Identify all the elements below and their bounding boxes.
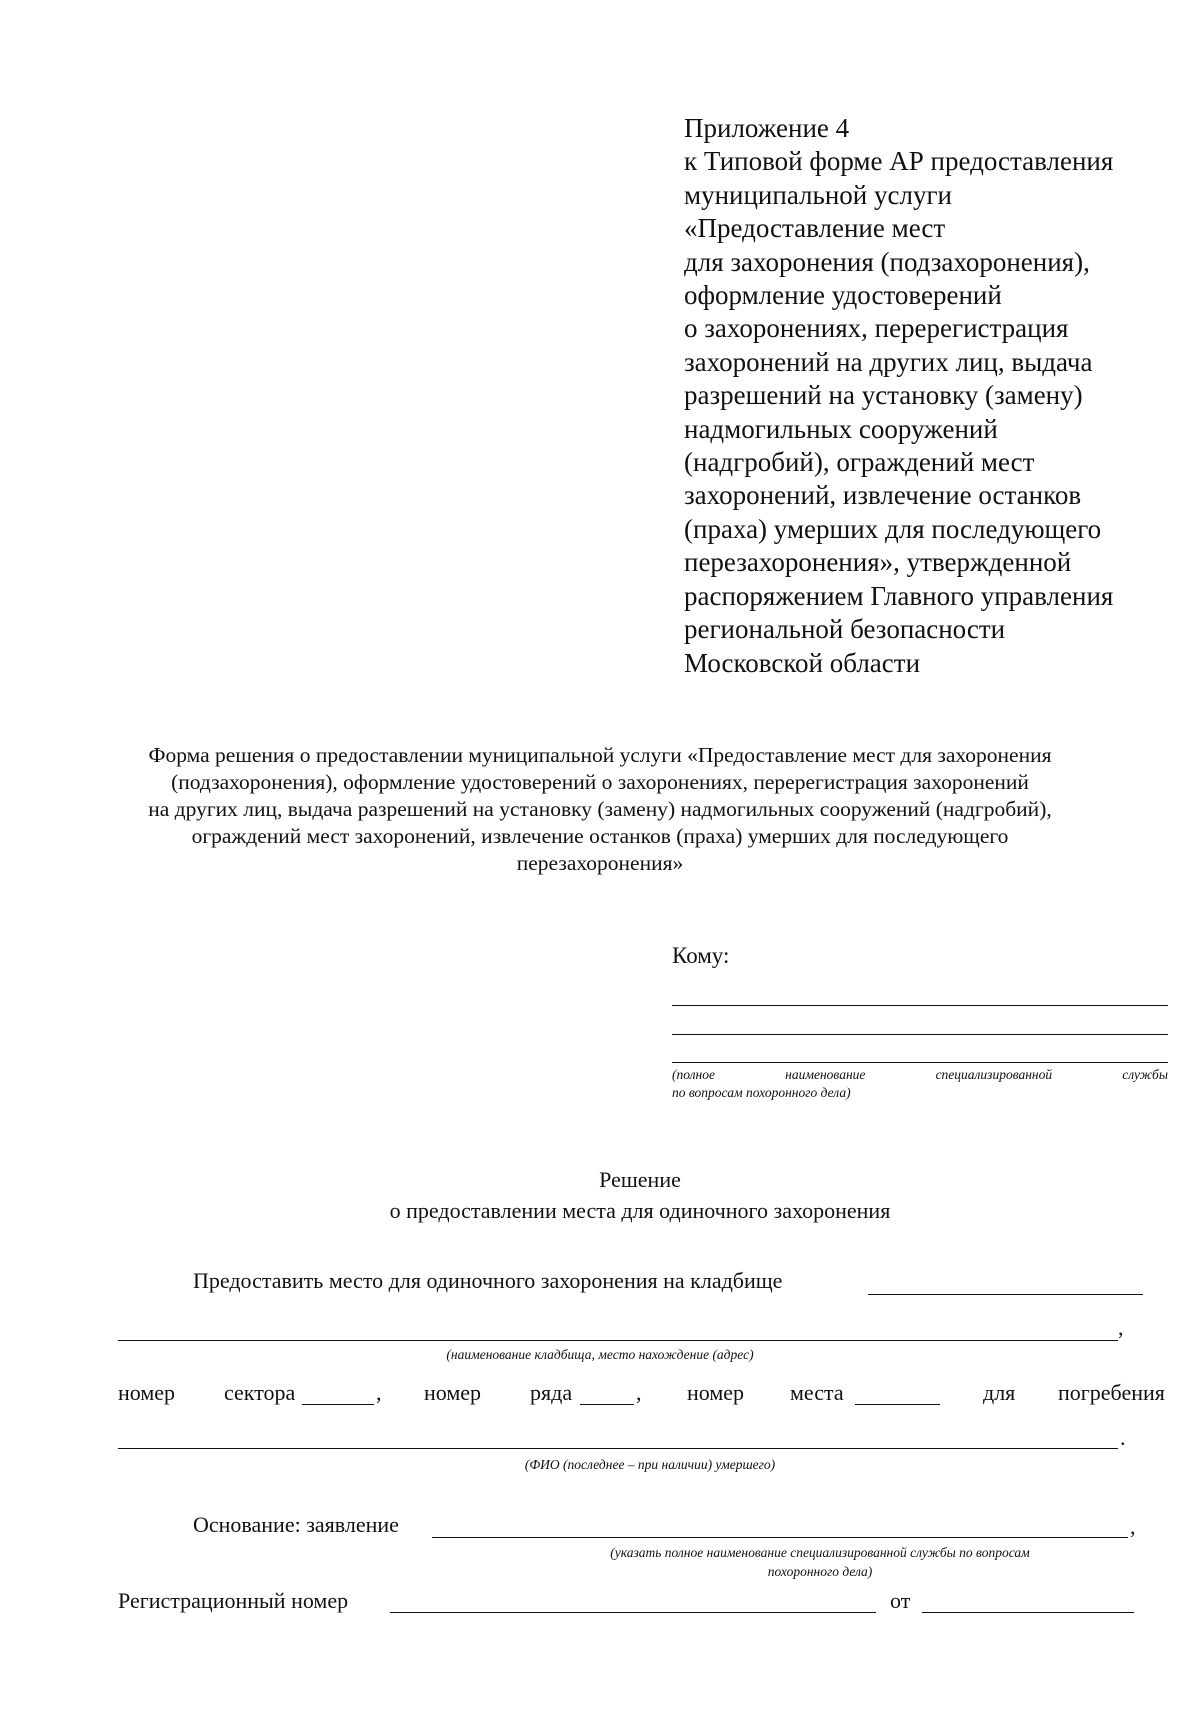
appendix-block <box>684 112 1164 680</box>
row3-comma: , <box>636 1380 642 1405</box>
basis-comma: , <box>1130 1514 1136 1539</box>
row3-word: номер <box>424 1380 482 1405</box>
row3-word: ряда <box>530 1380 573 1405</box>
provide-text: Предоставить место для одиночного захоронения на кладбище <box>193 1268 783 1293</box>
registration-label: Регистрационный номер <box>118 1588 349 1613</box>
form-description <box>100 742 1100 877</box>
appendix-line: Приложение 4 <box>684 113 850 143</box>
place-field[interactable] <box>855 1404 940 1405</box>
fio-note: (ФИО (последнее – при наличии) умершего) <box>524 1457 776 1472</box>
decision-subtitle: о предоставлении места для одиночного захоронения <box>389 1198 891 1223</box>
registration-date-field[interactable] <box>922 1612 1134 1613</box>
decision-title: Решение <box>599 1167 681 1192</box>
appendix-line: захоронений, извлечение останков <box>684 480 1082 511</box>
appendix-line: захоронений на других лиц, выдача <box>684 346 1093 377</box>
appendix-line: надмогильных сооружений <box>684 413 998 444</box>
recipient-block <box>672 942 1168 1102</box>
appendix-line: Московской области <box>684 647 921 678</box>
basis-note-line1: (указать полное наименование специализированной службы по вопросам <box>610 1545 1030 1560</box>
cemetery-address-field[interactable] <box>118 1340 1118 1341</box>
appendix-line: распоряжением Главного управления <box>684 580 1114 611</box>
appendix-line: региональной безопасности <box>684 614 1006 645</box>
deceased-period: . <box>1120 1425 1126 1450</box>
row3-word: погребения <box>1058 1380 1165 1405</box>
recipient-note-word: службы <box>1122 1067 1168 1082</box>
row3-word: сектора <box>224 1380 296 1405</box>
form-description-line: перезахоронения» <box>516 851 684 875</box>
form-description-line: Форма решения о предоставлении муниципальной услуги «Предоставление мест для захоронения <box>148 743 1052 767</box>
appendix-line: перезахоронения», утвержденной <box>684 547 1072 578</box>
recipient-label: Кому: <box>672 943 730 968</box>
appendix-line: оформление удостоверений <box>684 280 1002 311</box>
recipient-line-1[interactable] <box>672 1005 1168 1006</box>
form-description-line: на других лиц, выдача разрешений на установку (замену) надмогильных сооружений (надгробий), <box>148 797 1052 821</box>
row3-word: для <box>983 1380 1016 1405</box>
appendix-line: к Типовой форме АР предоставления <box>684 146 1114 177</box>
appendix-line: для захоронения (подзахоронения), <box>684 246 1090 277</box>
row-field[interactable] <box>580 1404 634 1405</box>
basis-note-line2: похоронного дела) <box>767 1564 873 1579</box>
basis-field[interactable] <box>432 1537 1128 1538</box>
appendix-line: «Предоставление мест <box>684 213 946 244</box>
cemetery-comma: , <box>1118 1315 1124 1340</box>
recipient-line-2[interactable] <box>672 1034 1168 1035</box>
recipient-line-3[interactable] <box>672 1062 1168 1063</box>
row3-comma: , <box>376 1380 382 1405</box>
basis-label: Основание: заявление <box>193 1512 399 1537</box>
recipient-note-word: специализированной <box>935 1067 1053 1082</box>
row3-word: номер <box>687 1380 745 1405</box>
recipient-note-word: (полное <box>672 1067 715 1082</box>
appendix-line: разрешений на установку (замену) <box>684 380 1083 411</box>
cemetery-field-start[interactable] <box>868 1294 1143 1295</box>
row3-word: места <box>790 1380 844 1405</box>
recipient-note <box>672 1066 1168 1084</box>
registration-number-field[interactable] <box>390 1612 876 1613</box>
deceased-name-field[interactable] <box>118 1448 1118 1449</box>
appendix-line: (праха) умерших для последующего <box>684 513 1102 544</box>
recipient-note-line2: по вопросам похоронного дела) <box>672 1085 851 1100</box>
registration-from-label: от <box>890 1588 911 1613</box>
recipient-note-word: наименование <box>785 1067 866 1082</box>
form-description-line: (подзахоронения), оформление удостоверений о захоронениях, перерегистрация захоронений <box>171 770 1029 794</box>
appendix-line: (надгробий), ограждений мест <box>684 447 1035 478</box>
appendix-line: муниципальной услуги <box>684 179 952 210</box>
sector-field[interactable] <box>302 1404 374 1405</box>
cemetery-note: (наименование кладбища, место нахождение (адрес) <box>446 1347 754 1362</box>
appendix-line: о захоронениях, перерегистрация <box>684 313 1069 344</box>
form-description-line: ограждений мест захоронений, извлечение останков (праха) умерших для последующего <box>191 824 1009 848</box>
row3-word: номер <box>118 1380 176 1405</box>
